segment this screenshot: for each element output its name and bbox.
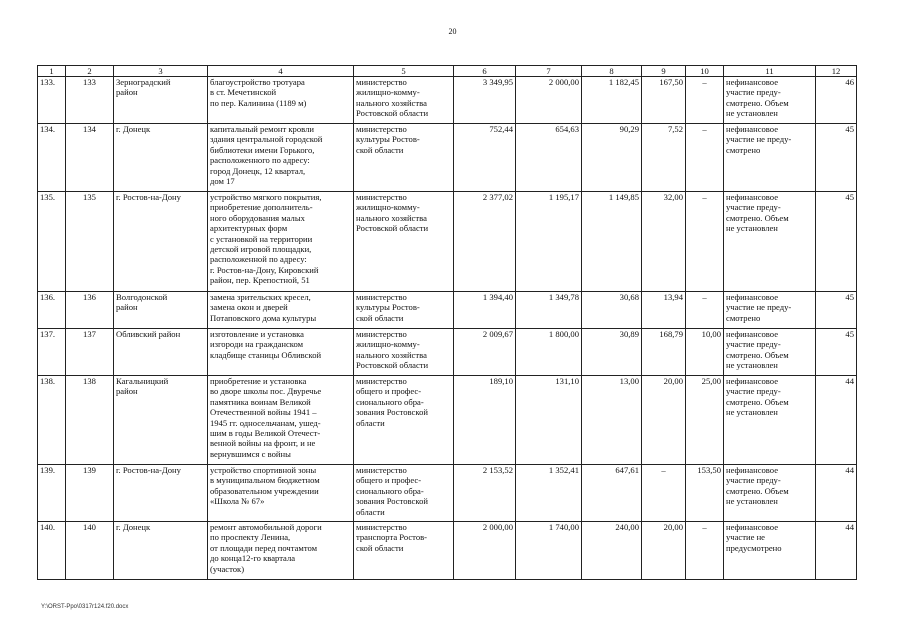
page-number: 20 [448,27,457,36]
value-col9: – [642,465,686,522]
ministry-cell: министерство культуры Ростов- ской области [354,292,454,329]
projects-table [37,65,857,580]
ministry-cell: министерство культуры Ростов- ской области [354,124,454,192]
column-number-8: 8 [582,66,642,77]
value-col8: 13,00 [582,376,642,465]
row-id: 137 [66,329,114,376]
table-row [38,124,857,192]
row-index: 135. [38,192,66,292]
territory-cell: Волгодонской район [114,292,208,329]
territory-cell: Зерноградский район [114,77,208,124]
table-row [38,465,857,522]
note-cell: нефинансовое участие преду- смотрено. Объем не установлен [724,465,816,522]
territory-cell: г. Донецк [114,522,208,580]
value-col10: – [686,124,724,192]
value-col9: 32,00 [642,192,686,292]
value-col9: 167,50 [642,77,686,124]
column-number-11: 11 [724,66,816,77]
ministry-cell: министерство общего и профес- сионального обра- зования Ростовской области [354,465,454,522]
page-ref-cell: 45 [816,292,857,329]
column-number-1: 1 [38,66,66,77]
value-col7: 1 740,00 [516,522,582,580]
description-cell: устройство мягкого покрытия, приобретение дополнитель- ного оборудования малых архитектурных форм с установкой на территории детской игровой площадки, расположенной по адресу: г. Ростов-на-Дону, Кировский район, пер. Крепостной, 51 [208,192,354,292]
page-ref-cell: 45 [816,192,857,292]
value-col8: 90,29 [582,124,642,192]
territory-cell: Обливский район [114,329,208,376]
value-col7: 654,63 [516,124,582,192]
description-cell: капитальный ремонт кровли здания центральной городской библиотеки имени Горького, расположенного по адресу: город Донецк, 12 квартал, дом 17 [208,124,354,192]
row-index: 138. [38,376,66,465]
territory-cell: Кагальницкий район [114,376,208,465]
ministry-cell: министерство транспорта Ростов- ской области [354,522,454,580]
value-col6: 2 377,02 [454,192,516,292]
territory-cell: г. Донецк [114,124,208,192]
note-cell: нефинансовое участие преду- смотрено. Объем не установлен [724,77,816,124]
value-col9: 20,00 [642,376,686,465]
row-index: 136. [38,292,66,329]
row-index: 140. [38,522,66,580]
description-cell: устройство спортивной зоны в муниципальном бюджетном образовательном учреждении «Школа № 67» [208,465,354,522]
territory-cell: г. Ростов-на-Дону [114,192,208,292]
row-id: 135 [66,192,114,292]
value-col6: 2 000,00 [454,522,516,580]
value-col10: – [686,192,724,292]
column-number-2: 2 [66,66,114,77]
value-col9: 168,79 [642,329,686,376]
table-row [38,376,857,465]
value-col8: 647,61 [582,465,642,522]
description-cell: замена зрительских кресел, замена окон и дверей Потаповского дома культуры [208,292,354,329]
note-cell: нефинансовое участие не преду- смотрено [724,292,816,329]
column-number-row [38,66,857,77]
description-cell: ремонт автомобильной дороги по проспекту Ленина, от площади перед почтамтом до конца12-го квартала (участок) [208,522,354,580]
ministry-cell: министерство жилищно-комму- нального хозяйства Ростовской области [354,77,454,124]
ministry-cell: министерство общего и профес- сионального обра- зования Ростовской области [354,376,454,465]
column-number-9: 9 [642,66,686,77]
value-col6: 3 349,95 [454,77,516,124]
table-row [38,329,857,376]
row-id: 133 [66,77,114,124]
value-col7: 2 000,00 [516,77,582,124]
value-col6: 1 394,40 [454,292,516,329]
value-col6: 2 009,67 [454,329,516,376]
value-col9: 13,94 [642,292,686,329]
value-col9: 7,52 [642,124,686,192]
value-col7: 1 349,78 [516,292,582,329]
value-col7: 1 800,00 [516,329,582,376]
row-id: 136 [66,292,114,329]
value-col8: 30,68 [582,292,642,329]
ministry-cell: министерство жилищно-комму- нального хозяйства Ростовской области [354,192,454,292]
description-cell: приобретение и установка во дворе школы пос. Двуречье памятника воинам Великой Отечественной войны 1941 – 1945 гг. односельчанам, ушед- шим в годы Великой Отечест- венной войны на фронт, и не вернувшимся с войны [208,376,354,465]
table-row [38,522,857,580]
row-id: 134 [66,124,114,192]
page-ref-cell: 46 [816,77,857,124]
column-number-5: 5 [354,66,454,77]
column-number-4: 4 [208,66,354,77]
column-number-3: 3 [114,66,208,77]
value-col10: – [686,522,724,580]
value-col8: 30,89 [582,329,642,376]
value-col10: 25,00 [686,376,724,465]
page-ref-cell: 44 [816,465,857,522]
territory-cell: г. Ростов-на-Дону [114,465,208,522]
table-row [38,77,857,124]
description-cell: изготовление и установка изгороди на гражданском кладбище станицы Обливской [208,329,354,376]
value-col6: 189,10 [454,376,516,465]
ministry-cell: министерство жилищно-комму- нального хозяйства Ростовской области [354,329,454,376]
column-number-12: 12 [816,66,857,77]
note-cell: нефинансовое участие не предусмотрено [724,522,816,580]
note-cell: нефинансовое участие не преду- смотрено [724,124,816,192]
note-cell: нефинансовое участие преду- смотрено. Объем не установлен [724,329,816,376]
row-index: 134. [38,124,66,192]
row-index: 139. [38,465,66,522]
value-col10: – [686,77,724,124]
value-col8: 1 182,45 [582,77,642,124]
column-number-6: 6 [454,66,516,77]
value-col6: 752,44 [454,124,516,192]
page-ref-cell: 44 [816,376,857,465]
value-col7: 1 352,41 [516,465,582,522]
table-row [38,192,857,292]
value-col7: 1 195,17 [516,192,582,292]
note-cell: нефинансовое участие преду- смотрено. Объем не установлен [724,192,816,292]
value-col6: 2 153,52 [454,465,516,522]
row-id: 138 [66,376,114,465]
value-col7: 131,10 [516,376,582,465]
file-path-footer: Y:\ORST-Ppo\0317r124.f20.docx [41,604,129,610]
row-index: 133. [38,77,66,124]
row-id: 139 [66,465,114,522]
row-index: 137. [38,329,66,376]
value-col8: 240,00 [582,522,642,580]
column-number-10: 10 [686,66,724,77]
value-col10: – [686,292,724,329]
page-ref-cell: 45 [816,124,857,192]
value-col10: 153,50 [686,465,724,522]
value-col9: 20,00 [642,522,686,580]
description-cell: благоустройство тротуара в ст. Мечетинской по пер. Калинина (1189 м) [208,77,354,124]
note-cell: нефинансовое участие преду- смотрено. Объем не установлен [724,376,816,465]
table-row [38,292,857,329]
page-ref-cell: 45 [816,329,857,376]
value-col8: 1 149,85 [582,192,642,292]
value-col10: 10,00 [686,329,724,376]
column-number-7: 7 [516,66,582,77]
page-ref-cell: 44 [816,522,857,580]
row-id: 140 [66,522,114,580]
